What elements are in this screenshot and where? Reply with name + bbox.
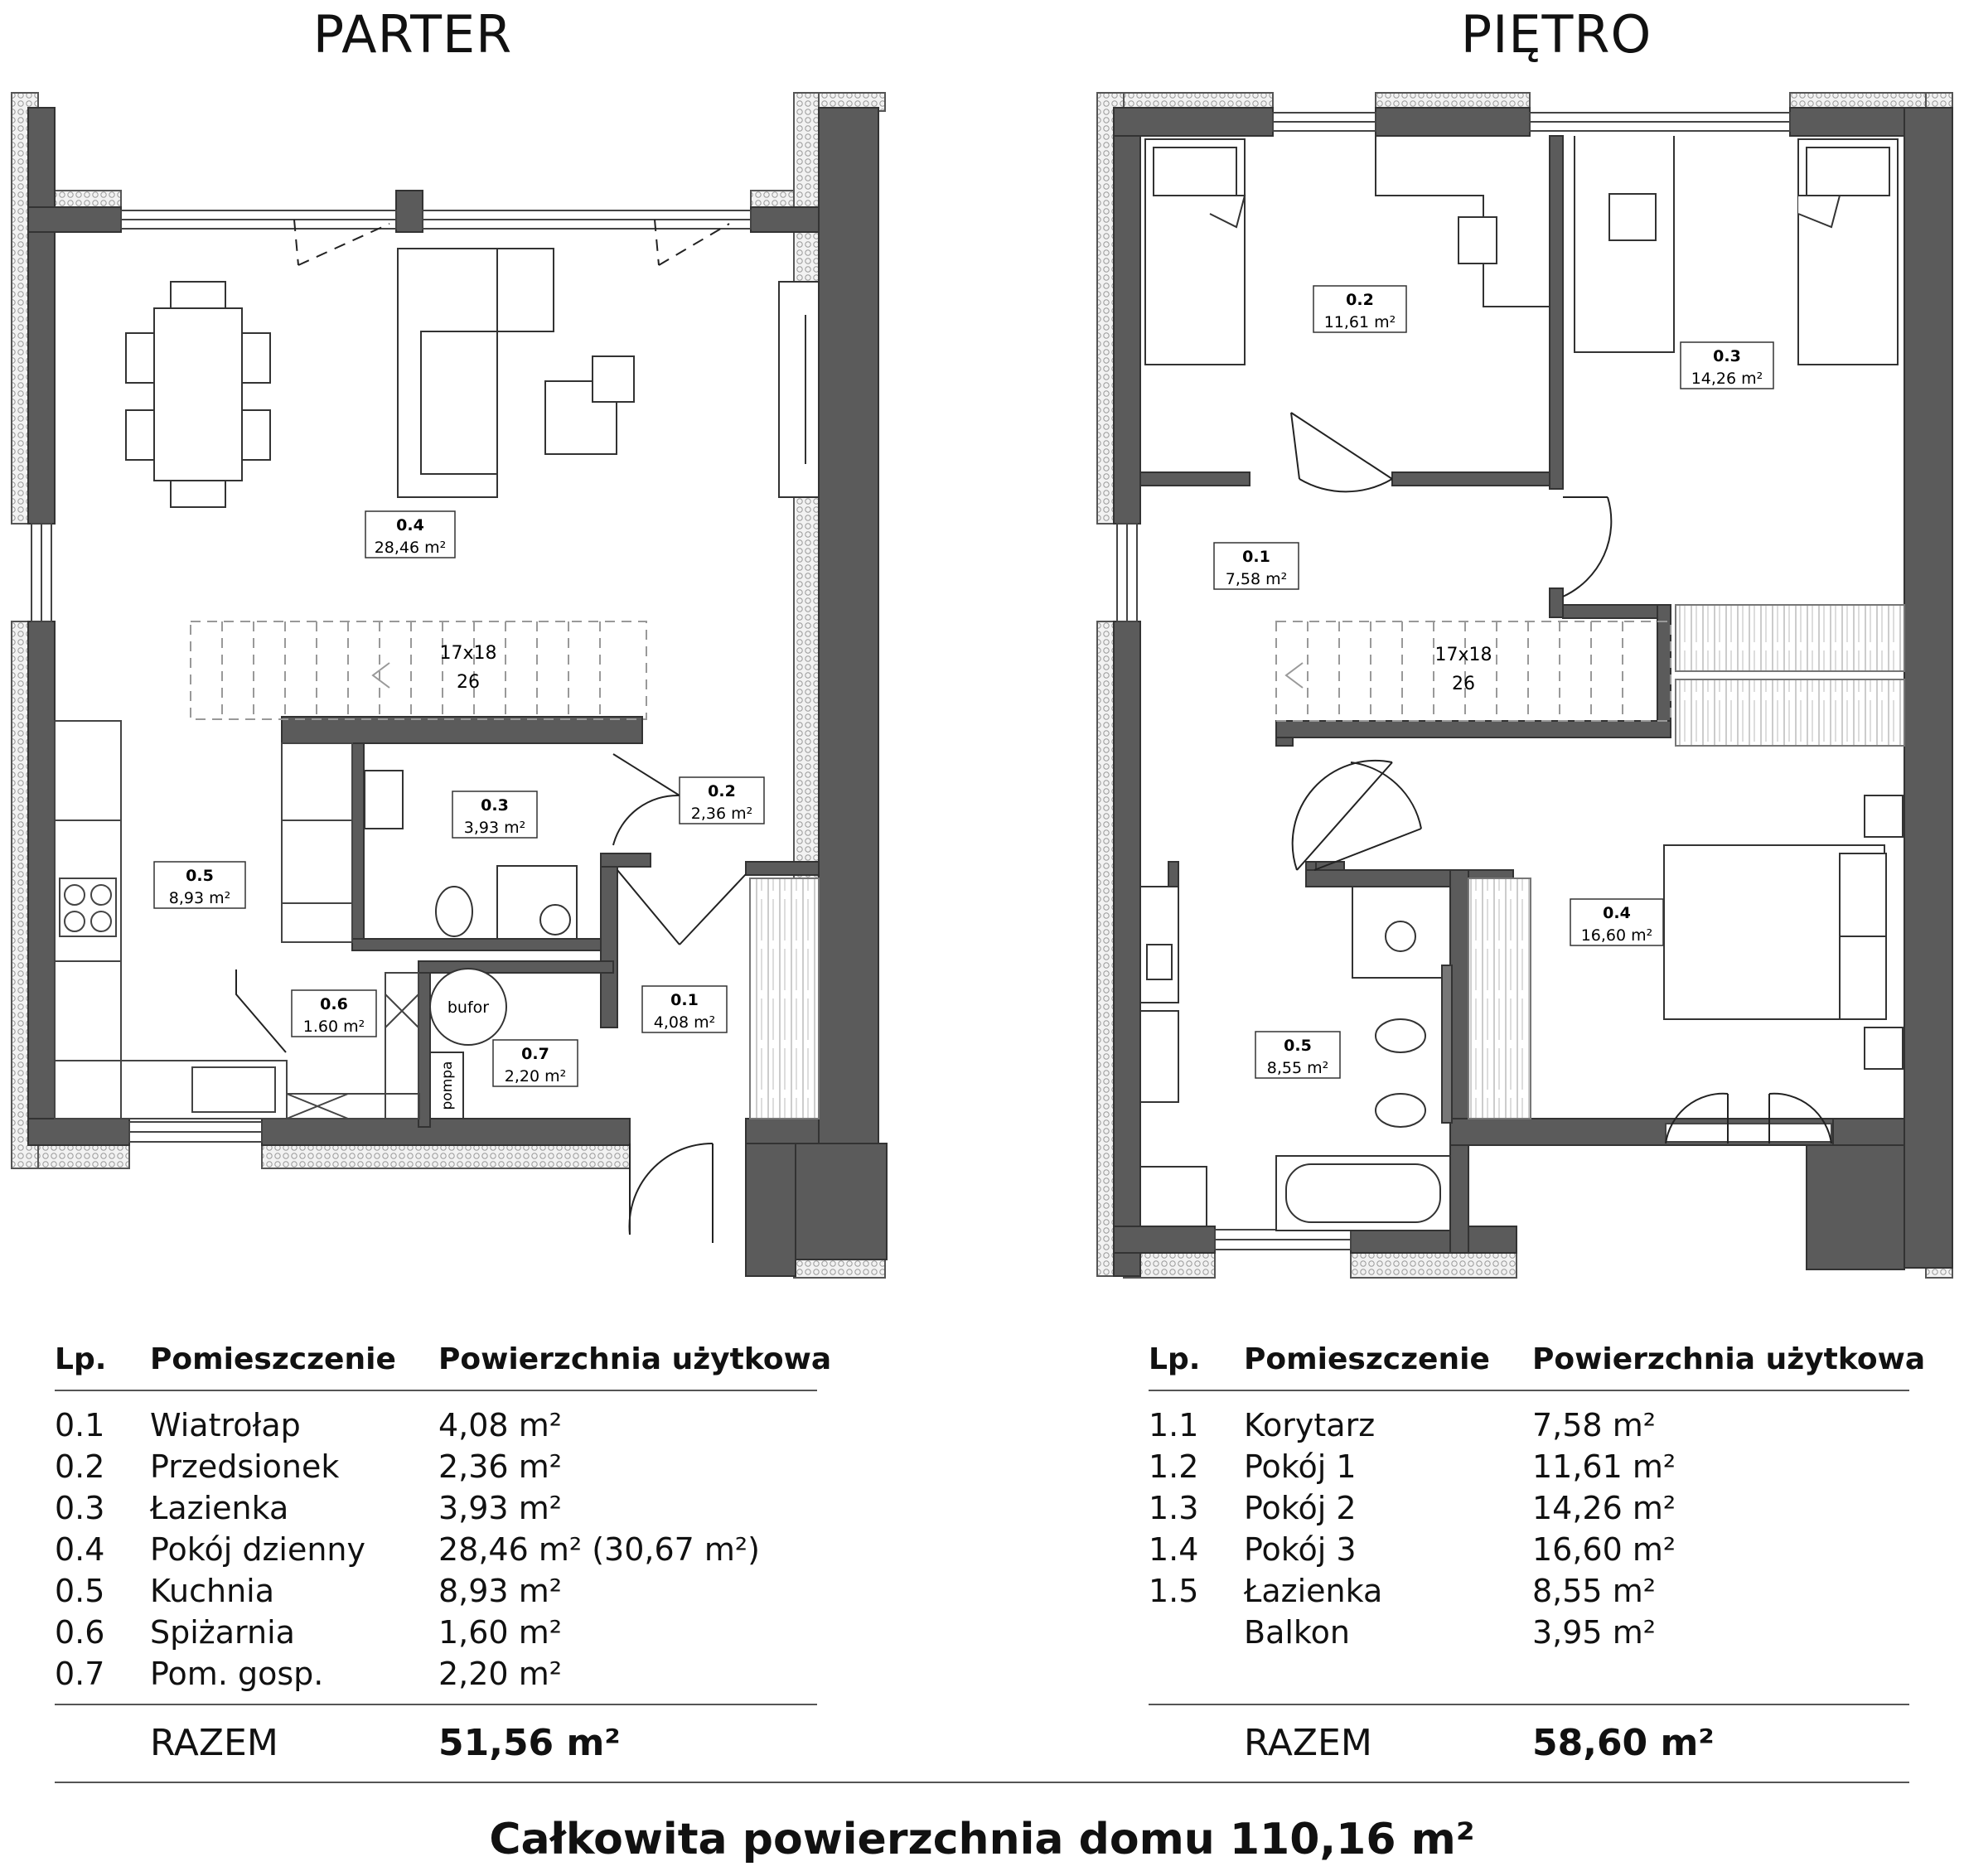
grand-total: Całkowita powierzchnia domu 110,16 m²	[489, 1815, 1475, 1864]
upper-room-number: 0.3	[1713, 347, 1741, 365]
upper-table-rule	[1149, 1390, 1909, 1391]
ground-table-header-area: Powierzchnia użytkowa	[438, 1342, 832, 1376]
upper-stair-count: 26	[1452, 674, 1475, 694]
upper-total-value: 58,60 m²	[1532, 1722, 1715, 1764]
ground-total-value: 51,56 m²	[438, 1722, 621, 1764]
upper-table-rule-bottom	[1149, 1704, 1909, 1705]
buffer-label: bufor	[447, 998, 490, 1017]
ground-stair-count: 26	[457, 672, 480, 693]
ground-room-labels	[0, 0, 928, 1309]
ground-room-area: 3,93 m²	[463, 819, 526, 837]
ground-room-number: 0.7	[521, 1045, 549, 1063]
ground-room-number: 0.1	[670, 991, 699, 1009]
upper-room-labels	[1086, 0, 1964, 1309]
ground-table-rule-bottom	[55, 1704, 817, 1705]
upper-room-area: 14,26 m²	[1691, 370, 1763, 388]
upper-floor-title: PIĘTRO	[1460, 4, 1652, 65]
upper-table-header-lp: Lp.	[1149, 1342, 1201, 1376]
upper-stair-dims: 17x18	[1434, 645, 1492, 665]
upper-total-label: RAZEM	[1244, 1722, 1372, 1764]
ground-room-area: 2,36 m²	[690, 805, 753, 823]
ground-room-area: 1.60 m²	[302, 1018, 365, 1036]
pump-label: pompa	[439, 1061, 456, 1110]
ground-room-number: 0.4	[396, 516, 424, 534]
ground-room-area: 28,46 m²	[374, 539, 447, 557]
upper-room-number: 0.4	[1603, 904, 1631, 922]
upper-room-area: 7,58 m²	[1225, 570, 1288, 588]
ground-room-number: 0.2	[708, 782, 736, 800]
ground-area-table: Lp. Pomieszczenie Powierzchnia użytkowa 0.1 Wiatrołap 4,08 m² 0.2 Przedsionek 2,36 m² 0.3 Łazienka 3,93 m² 0.4 Pokój dzienny 28,46 m² (30,67 m²) 0.5 Kuchnia 8,93 m² 0.6 Spiżarnia 1,60 m² 0.7 Pom. gosp. 2,20 m² RAZEM 51,56 m²	[55, 1342, 832, 1764]
grand-total-rule	[55, 1782, 1909, 1783]
upper-table-header-room: Pomieszczenie	[1244, 1342, 1490, 1376]
ground-room-number: 0.6	[320, 995, 348, 1013]
upper-room-area: 16,60 m²	[1580, 926, 1653, 945]
ground-room-area: 4,08 m²	[653, 1013, 716, 1032]
upper-room-number: 0.1	[1242, 548, 1270, 566]
ground-table-header-lp: Lp.	[55, 1342, 107, 1376]
ground-table-header-room: Pomieszczenie	[150, 1342, 396, 1376]
ground-room-area: 2,20 m²	[504, 1067, 567, 1085]
ground-stair-dims: 17x18	[439, 643, 497, 664]
upper-area-table: Lp. Pomieszczenie Powierzchnia użytkowa 1.1 Korytarz 7,58 m² 1.2 Pokój 1 11,61 m² 1.3 Pokój 2 14,26 m² 1.4 Pokój 3 16,60 m² 1.5 Łazienka 8,55 m² Balkon 3,95 m² RAZEM 58,60 m²	[1149, 1342, 1926, 1764]
upper-table-header-area: Powierzchnia użytkowa	[1532, 1342, 1926, 1376]
ground-floor-title: PARTER	[312, 4, 513, 65]
upper-room-area: 11,61 m²	[1323, 313, 1396, 331]
upper-room-area: 8,55 m²	[1266, 1059, 1329, 1077]
ground-room-number: 0.3	[481, 796, 509, 815]
upper-room-number: 0.5	[1284, 1037, 1312, 1055]
ground-table-rule	[55, 1390, 817, 1391]
upper-room-number: 0.2	[1346, 291, 1374, 309]
ground-room-area: 8,93 m²	[168, 889, 231, 907]
ground-room-number: 0.5	[186, 867, 214, 885]
ground-total-label: RAZEM	[150, 1722, 278, 1764]
